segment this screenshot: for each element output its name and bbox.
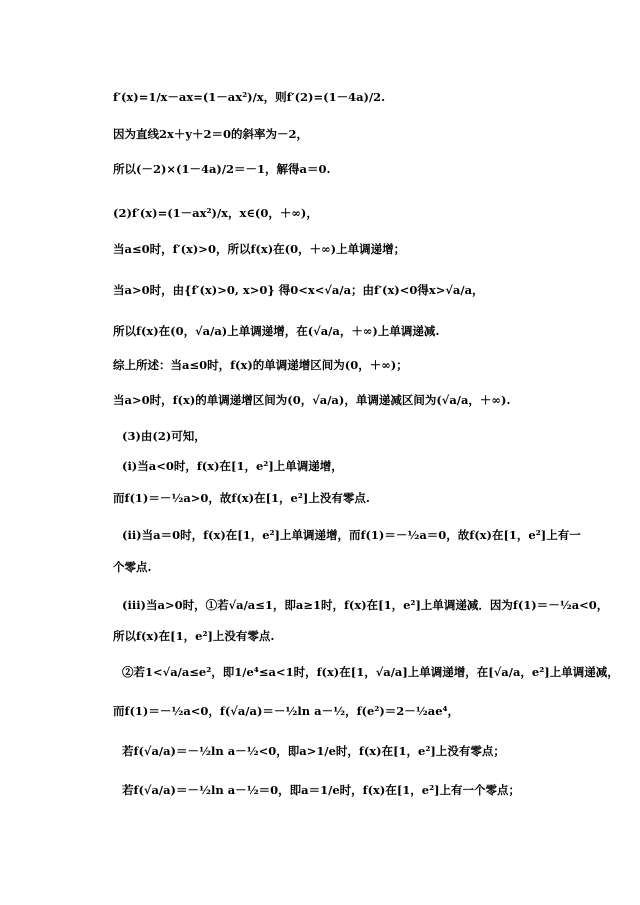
text-line: 个零点. — [113, 560, 152, 574]
text-line: 所以f(x)在(0，√a/a)上单调递增，在(√a/a，＋∞)上单调递减. — [113, 324, 440, 338]
text-line: 所以f(x)在[1，e²]上没有零点. — [113, 629, 275, 643]
text-line: 而f(1)＝－½a>0，故f(x)在[1，e²]上没有零点. — [113, 491, 370, 505]
text-line: 若f(√a/a)＝－½ln a－½＝0，即a＝1/e时，f(x)在[1，e²]上有一个零点； — [122, 783, 521, 797]
text-line: 综上所述：当a≤0时，f(x)的单调递增区间为(0，＋∞)； — [113, 358, 408, 372]
text-line: (ⅰ)当a<0时，f(x)在[1，e²]上单调递增， — [122, 459, 343, 473]
text-line: (ⅱ)当a＝0时，f(x)在[1，e²]上单调递增，而f(1)＝－½a＝0，故f(x)在[1，e²]上有一 — [122, 528, 581, 542]
text-line: 所以(－2)×(1－4a)/2＝－1，解得a＝0. — [113, 162, 331, 176]
text-line: ②若1<√a/a≤e²，即1/e⁴≤a<1时，f(x)在[1，√a/a]上单调递增，在[√a/a，e²]上单调递减， — [122, 665, 619, 679]
text-line: f′(x)=1/x－ax=(1－ax²)/x，则f′(2)=(1－4a)/2. — [113, 90, 386, 104]
text-line: 当a>0时，f(x)的单调递增区间为(0，√a/a)，单调递减区间为(√a/a，＋∞). — [113, 393, 511, 407]
text-line: (3)由(2)可知， — [122, 429, 206, 443]
text-line: 当a>0时，由{f′(x)>0, x>0} 得0<x<√a/a；由f′(x)<0得x>√a/a， — [113, 283, 484, 297]
text-line: (2)f′(x)=(1－ax²)/x，x∈(0，＋∞)， — [113, 206, 318, 220]
text-line: 当a≤0时，f′(x)>0，所以f(x)在(0，＋∞)上单调递增； — [113, 242, 406, 256]
text-line: (ⅲ)当a>0时，①若√a/a≤1，即a≥1时，f(x)在[1，e²]上单调递减．因为f(1)＝－½a<0， — [122, 598, 609, 612]
text-line: 因为直线2x＋y＋2＝0的斜率为－2， — [113, 127, 309, 141]
text-line: 若f(√a/a)＝－½ln a－½<0，即a>1/e时，f(x)在[1，e²]上没有零点； — [122, 744, 505, 758]
text-line: 而f(1)＝－½a<0，f(√a/a)＝－½ln a－½，f(e²)＝2－½ae⁴， — [113, 704, 460, 718]
